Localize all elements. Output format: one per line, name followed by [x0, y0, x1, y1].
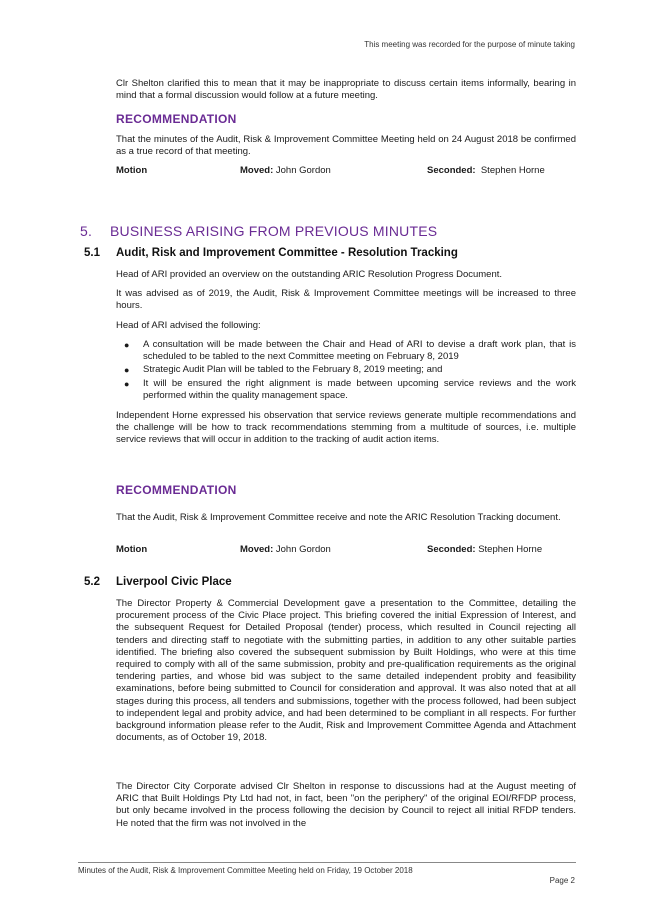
paragraph: The Director Property & Commercial Development gave a presentation to the Committee, detailing the procurement process of the Civic Place project. This briefing covered the initial Expression of Interest, and the subsequent Request for Detailed Proposal (tender) process, which resulted in Council rejecting all tenders and directing staff to negotiate with the submitting parties, in addition to any other suitable parties identified. The briefing also covered the subsequent submission by Built Holdings, who were at this time required to comply with all of the same submission, probity and pre-qualification requirements as the original tendering parties, and whose bid was subject to the same detailed independent probity and feasibility examinations, before being submitted to Council for consideration and approval. It was also noted that at all stages during this process, all tenders and submissions, together with the process followed, had been subject to independent legal and probity advice, and had been determined to be compliant in all respects. For further background information please refer to the Audit, Risk and Improvement Committee Agenda and Attachment documents, as of October 19, 2018.	[116, 598, 576, 744]
moved-label: Moved:	[240, 544, 274, 555]
section-title: BUSINESS ARISING FROM PREVIOUS MINUTES	[110, 223, 438, 239]
page-number: Page 2	[549, 876, 575, 885]
subsection-title: Liverpool Civic Place	[116, 576, 232, 588]
section-heading	[80, 223, 437, 239]
recommendation-heading: RECOMMENDATION	[116, 112, 237, 126]
subsection-heading-5-1	[84, 247, 458, 259]
motion-label: Motion	[116, 165, 148, 176]
subsection-title: Audit, Risk and Improvement Committee - Resolution Tracking	[116, 247, 458, 259]
seconded-label: Seconded:	[427, 544, 476, 555]
list-item	[116, 378, 576, 402]
list-item-text: Strategic Audit Plan will be tabled to the February 8, 2019 meeting; and	[143, 364, 443, 376]
seconded-label: Seconded:	[427, 165, 476, 176]
subsection-number: 5.2	[84, 576, 100, 588]
list-item	[116, 364, 576, 376]
list-item-text: It will be ensured the right alignment is made between upcoming service reviews and the work performed within the quality management space.	[143, 377, 576, 401]
footer-divider	[78, 862, 576, 863]
bullet-icon: ●	[124, 365, 130, 376]
intro-paragraph: Clr Shelton clarified this to mean that it may be inappropriate to discuss certain items informally, bearing in mind that a formal discussion would follow at a future meeting.	[116, 78, 576, 102]
paragraph: It was advised as of 2019, the Audit, Risk & Improvement Committee meetings will be increased to three hours.	[116, 288, 576, 312]
seconded-value: Stephen Horne	[478, 544, 543, 555]
motion-label: Motion	[116, 544, 148, 555]
recommendation-text: That the minutes of the Audit, Risk & Improvement Committee Meeting held on 24 August 2018 be confirmed as a true record of that meeting.	[116, 134, 576, 158]
motion-row	[116, 165, 576, 179]
seconded-value: Stephen Horne	[480, 165, 545, 176]
section-number: 5.	[80, 223, 93, 239]
bullet-list	[116, 339, 576, 403]
moved-label: Moved:	[240, 165, 274, 176]
list-item	[116, 339, 576, 363]
subsection-heading-5-2	[84, 576, 232, 588]
paragraph: The Director City Corporate advised Clr Shelton in response to discussions had at the August meeting of ARIC that Built Holdings Pty Ltd had not, in fact, been "on the periphery" of the original EOI/RFDP process, but only became involved in the process following the decision by Council to reject all initial RFDP tenders. He noted that the firm was not involved in the	[116, 781, 576, 829]
paragraph: Head of ARI provided an overview on the outstanding ARIC Resolution Progress Document.	[116, 269, 503, 280]
moved-value: John Gordon	[275, 544, 331, 555]
recommendation-heading: RECOMMENDATION	[116, 483, 237, 497]
bullet-icon: ●	[124, 378, 130, 389]
list-item-text: A consultation will be made between the Chair and Head of ARI to devise a draft work plan, that is scheduled to be tabled to the next Committee meeting on February 8, 2019	[143, 339, 576, 363]
paragraph: Independent Horne expressed his observation that service reviews generate multiple recommendations and the challenge will be how to track recommendations stemming from a multitude of sources, i.e. multiple service reviews that will occur in addition to the tracking of audit action items.	[116, 410, 576, 446]
motion-row	[116, 544, 576, 558]
subsection-number: 5.1	[84, 247, 100, 259]
paragraph: Head of ARI advised the following:	[116, 320, 261, 331]
header-note: This meeting was recorded for the purpose of minute taking	[364, 40, 575, 49]
bullet-icon: ●	[124, 340, 130, 350]
recommendation-text: That the Audit, Risk & Improvement Committee receive and note the ARIC Resolution Tracking document.	[116, 512, 561, 523]
moved-value: John Gordon	[275, 165, 331, 176]
footer-text: Minutes of the Audit, Risk & Improvement Committee Meeting held on Friday, 19 October 2018	[78, 866, 413, 875]
